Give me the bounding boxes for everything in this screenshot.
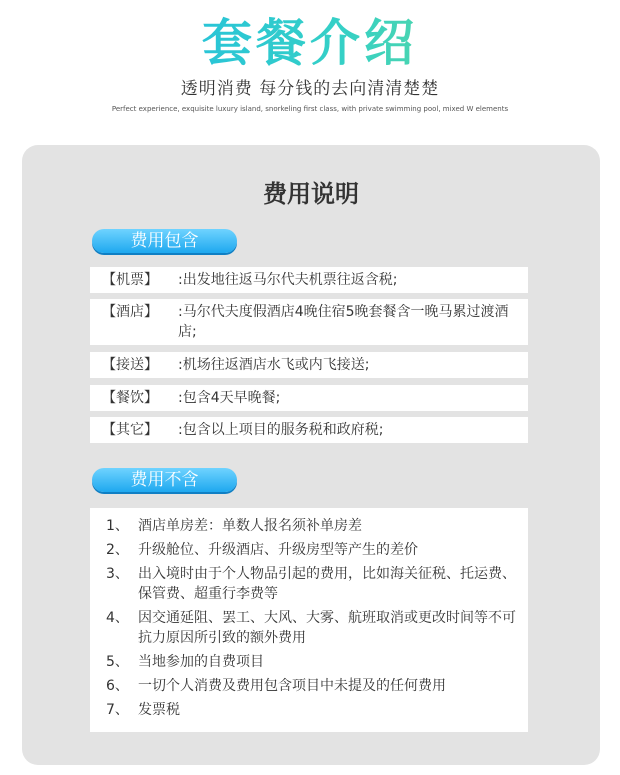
included-row-flight bbox=[90, 267, 528, 293]
included-pill: 费用包含 bbox=[92, 229, 237, 253]
fee-panel bbox=[22, 145, 600, 765]
included-tag: 【酒店】 bbox=[102, 304, 158, 320]
section-title: 费用说明 bbox=[263, 180, 359, 208]
list-item bbox=[106, 608, 526, 648]
item-number: 6、 bbox=[106, 678, 129, 694]
excluded-pill: 费用不含 bbox=[92, 468, 237, 492]
item-number: 7、 bbox=[106, 702, 129, 718]
list-item bbox=[106, 540, 526, 560]
included-text: :包含以上项目的服务税和政府税; bbox=[178, 422, 384, 438]
list-item bbox=[106, 700, 526, 720]
included-row-hotel bbox=[90, 299, 528, 345]
list-item bbox=[106, 652, 526, 672]
included-tag: 【其它】 bbox=[102, 422, 158, 438]
included-tag: 【餐饮】 bbox=[102, 390, 158, 406]
included-text: :机场往返酒店水飞或内飞接送; bbox=[178, 357, 370, 373]
item-text: 出入境时由于个人物品引起的费用，比如海关征税、托运费、保管费、超重行李费等 bbox=[138, 566, 516, 602]
item-number: 1、 bbox=[106, 518, 129, 534]
included-row-meals bbox=[90, 385, 528, 411]
list-item bbox=[106, 564, 526, 604]
header bbox=[0, 0, 620, 130]
page-subtitle: 透明消费 每分钱的去向清清楚楚 bbox=[180, 79, 440, 99]
item-text: 一切个人消费及费用包含项目中未提及的任何费用 bbox=[138, 678, 446, 694]
item-text: 升级舱位、升级酒店、升级房型等产生的差价 bbox=[138, 542, 418, 558]
item-number: 3、 bbox=[106, 566, 129, 582]
item-text: 当地参加的自费项目 bbox=[138, 654, 264, 670]
included-tag: 【接送】 bbox=[102, 357, 158, 373]
included-text: :马尔代夫度假酒店4晚住宿5晚套餐含一晚马累过渡酒店; bbox=[178, 304, 509, 340]
list-item bbox=[106, 676, 526, 696]
included-row-transfer bbox=[90, 352, 528, 378]
page-title: 套餐介绍 bbox=[0, 12, 620, 74]
list-item bbox=[106, 516, 526, 536]
item-text: 发票税 bbox=[138, 702, 180, 718]
item-text: 酒店单房差：单数人报名须补单房差 bbox=[138, 518, 362, 534]
included-text: :包含4天早晚餐; bbox=[178, 390, 281, 406]
item-number: 5、 bbox=[106, 654, 129, 670]
included-text: :出发地往返马尔代夫机票往返含税; bbox=[178, 272, 398, 288]
included-tag: 【机票】 bbox=[102, 272, 158, 288]
item-text: 因交通延阻、罢工、大风、大雾、航班取消或更改时间等不可抗力原因所引致的额外费用 bbox=[138, 610, 516, 646]
english-tagline: Perfect experience, exquisite luxury island, snorkeling first class, with private swimming pool, mixed W elements bbox=[111, 105, 509, 113]
excluded-list bbox=[106, 516, 526, 724]
item-number: 2、 bbox=[106, 542, 129, 558]
included-row-other bbox=[90, 417, 528, 443]
item-number: 4、 bbox=[106, 610, 129, 626]
excluded-box bbox=[90, 508, 528, 732]
